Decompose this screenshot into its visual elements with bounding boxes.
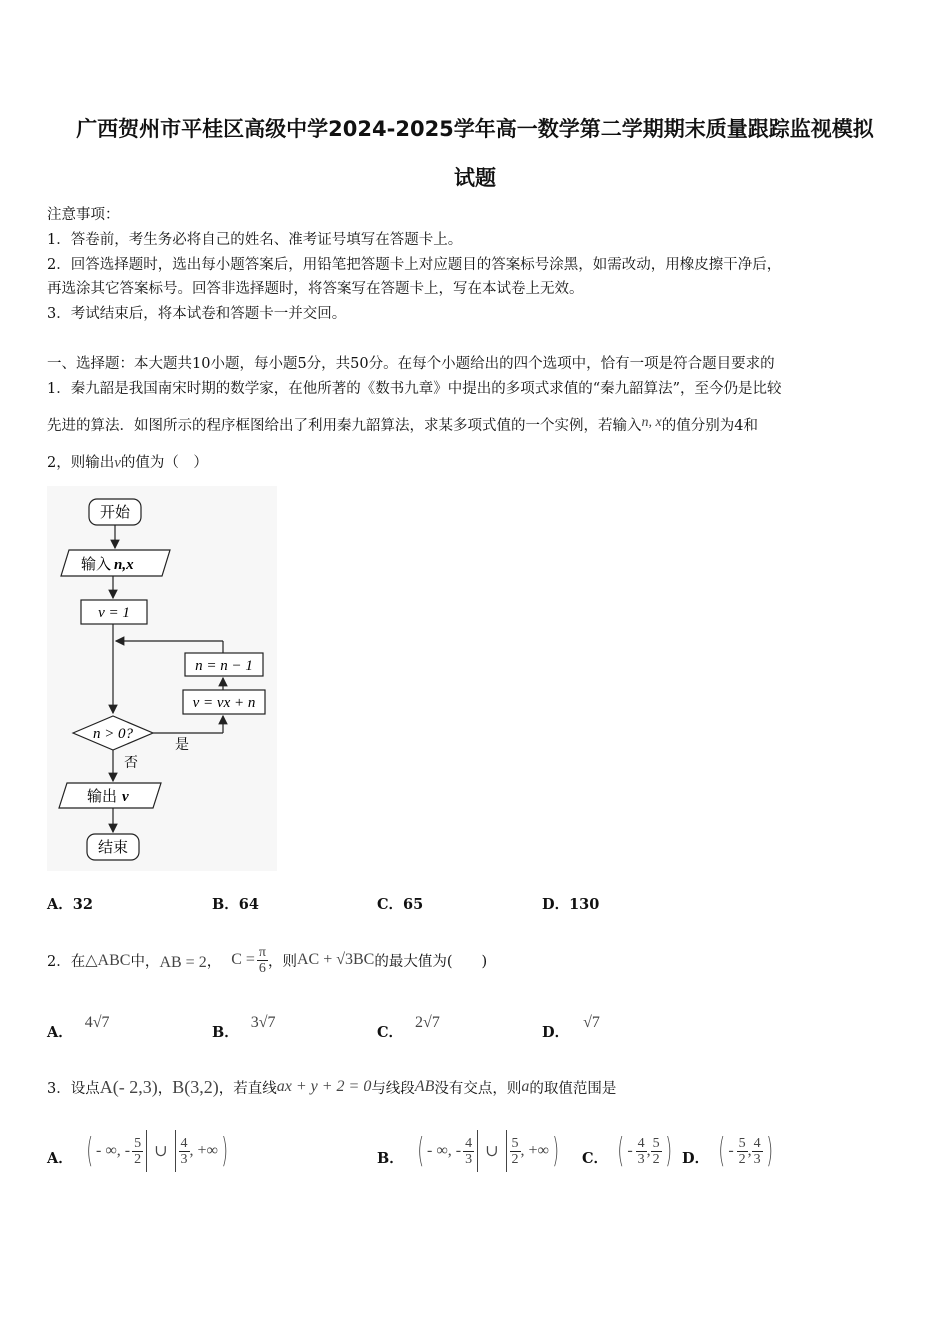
flow-output-label: 输出 <box>87 789 118 805</box>
q1-var-v: v <box>114 455 121 471</box>
option-label: B． <box>212 1024 239 1041</box>
q2-c-eq: C = <box>231 951 255 968</box>
q3-text-part: ， <box>157 1080 173 1097</box>
q1-text: 2，则输出 <box>47 455 115 471</box>
interval-left: - <box>728 1142 734 1159</box>
q3-num: 3．设点 <box>47 1080 100 1097</box>
frac-num: 4 <box>465 1135 473 1151</box>
option-value: 2√7 <box>415 1014 440 1031</box>
notice-item: 1．答卷前，考生务必将自己的姓名、准考证号填写在答题卡上。 <box>47 232 463 248</box>
frac-num: 5 <box>652 1135 660 1151</box>
interval-left: - <box>627 1142 633 1159</box>
option-label: B． <box>377 1149 404 1167</box>
q2-triangle: △ABC <box>85 952 131 969</box>
frac-den: 3 <box>637 1151 645 1167</box>
flow-end-label: 结束 <box>97 840 129 856</box>
option-label: C． <box>377 1024 404 1041</box>
option-label: D． <box>682 1149 710 1167</box>
option-label: C． <box>582 1149 609 1167</box>
option-label: B． <box>212 896 239 913</box>
frac-num: 5 <box>738 1135 746 1151</box>
notice-heading: 注意事项： <box>47 207 120 223</box>
interval-right: , +∞ <box>520 1142 549 1159</box>
option-label: C． <box>377 896 404 913</box>
option-label: A． <box>47 1149 73 1167</box>
q2-c-frac <box>257 945 268 976</box>
q1-text: 先进的算法．如图所示的程序框图给出了利用秦九韶算法，求某多项式值的一个实例，若输入 <box>47 418 642 434</box>
frac-den: 3 <box>753 1151 761 1167</box>
q3-point-b: B(3,2) <box>172 1076 219 1097</box>
q1-text-line1: 1．秦九韶是我国南宋时期的数学家，在他所著的《数书九章》中提出的多项式求值的“秦九韶算法”，至今仍是比较 <box>47 381 782 397</box>
q3-text-part: 没有交点，则 <box>434 1080 522 1097</box>
option-value: 3√7 <box>250 1014 276 1031</box>
q2-num: 2．在 <box>47 953 86 970</box>
q2-option-c[interactable] <box>377 1012 440 1042</box>
frac-num: 5 <box>511 1135 519 1151</box>
q3-text-part: ，若直线 <box>218 1080 277 1097</box>
option-value: ( - $\frac{4}{3}$ , $\frac{5}{2}$ ) <box>617 1131 672 1171</box>
option-value: 4√7 <box>84 1014 110 1031</box>
flow-no-label: 否 <box>124 756 138 771</box>
option-value: ( - $\frac{5}{2}$ , $\frac{4}{3}$ ) <box>718 1131 773 1171</box>
q1-option-c[interactable] <box>377 893 423 914</box>
option-label: A． <box>47 896 73 913</box>
q1-text-line3 <box>47 451 208 472</box>
flow-update-label: v = vx + n <box>192 695 256 711</box>
frac-den: 3 <box>465 1151 473 1167</box>
union-sign: ∪ <box>485 1143 499 1160</box>
interval-sep: , <box>747 1142 752 1159</box>
option-label: D． <box>542 1024 570 1041</box>
flow-yes-label: 是 <box>175 738 189 753</box>
q2-expression: AC + √3BC <box>296 951 375 968</box>
option-value: 32 <box>72 896 93 913</box>
option-value: √7 <box>583 1014 600 1031</box>
q3-line-eq: ax + y + 2 = 0 <box>276 1078 372 1095</box>
q2-text-part: ， <box>206 953 222 970</box>
notice-item: 2．回答选择题时，选出每小题答案后，用铅笔把答题卡上对应题目的答案标号涂黑，如需改动，用橡皮擦干净后， <box>47 257 782 273</box>
q1-text: 的值分别为4和 <box>661 418 758 434</box>
q1-var-nx: n, x <box>641 415 662 430</box>
frac-num: π <box>258 944 266 960</box>
q2-text-part: 的最大值为( ) <box>374 953 488 970</box>
q2-text-part: 中， <box>130 953 160 970</box>
option-value: ( - ∞, - $\frac{5}{2}$ ∪ $\frac{4}{3}$ , +∞ ) <box>86 1131 228 1171</box>
q2-ab: AB = 2 <box>159 954 207 971</box>
page-title-line2: 试题 <box>454 166 496 190</box>
frac-num: 4 <box>637 1135 645 1151</box>
flow-input-vars: n,x <box>114 557 134 573</box>
flow-start-label: 开始 <box>99 505 131 521</box>
q1-option-b[interactable] <box>212 893 259 914</box>
interval-right: , +∞ <box>189 1142 218 1159</box>
q2-text <box>47 938 487 982</box>
q3-option-a[interactable] <box>47 1128 231 1174</box>
q3-option-b[interactable] <box>377 1128 562 1174</box>
notice-item: 再选涂其它答案标号。回答非选择题时，将答案写在答题卡上，写在本试卷上无效。 <box>47 281 584 297</box>
option-value: 130 <box>569 896 600 913</box>
flow-input-label: 输入 <box>81 557 112 573</box>
option-value: 64 <box>238 896 259 913</box>
flowchart <box>47 486 277 871</box>
frac-den: 2 <box>511 1151 519 1167</box>
frac-den: 2 <box>738 1151 746 1167</box>
flow-condition-label: n > 0? <box>92 726 134 742</box>
q1-option-a[interactable] <box>47 893 93 914</box>
q3-text-part: 与线段 <box>371 1080 415 1097</box>
frac-den: 2 <box>652 1151 660 1167</box>
interval-sep: , <box>646 1142 651 1159</box>
q3-var-a: a <box>521 1078 530 1095</box>
q3-text <box>47 1072 616 1102</box>
q1-text: 的值为（ ） <box>120 455 208 471</box>
frac-num: 4 <box>180 1135 188 1151</box>
section-heading: 一、选择题：本大题共10小题，每小题5分，共50分。在每个小题给出的四个选项中，恰有一项是符合题目要求的 <box>47 356 775 372</box>
option-value: ( - ∞, - $\frac{4}{3}$ ∪ $\frac{5}{2}$ , +∞ ) <box>417 1131 559 1171</box>
frac-den: 6 <box>258 960 266 976</box>
q2-option-d[interactable] <box>542 1012 600 1042</box>
notice-item: 3．考试结束后，将本试卷和答题卡一并交回。 <box>47 306 347 322</box>
page-title: 广西贺州市平桂区高级中学2024-2025学年高一数学第二学期期末质量跟踪监视模拟 <box>76 117 874 141</box>
flow-init-label: v = 1 <box>98 605 130 621</box>
flow-decrement-label: n = n − 1 <box>195 658 253 674</box>
q1-text-line2 <box>47 414 758 435</box>
interval-left: - ∞, - <box>96 1142 131 1159</box>
q2-text-part: ，则 <box>267 953 297 970</box>
option-value: 65 <box>403 896 424 913</box>
q3-option-d[interactable] <box>682 1128 776 1174</box>
frac-den: 3 <box>180 1151 188 1167</box>
option-label: A． <box>47 1024 73 1041</box>
q3-option-c[interactable] <box>582 1128 675 1174</box>
union-sign: ∪ <box>154 1143 168 1160</box>
q2-option-a[interactable] <box>47 1012 110 1042</box>
q2-option-b[interactable] <box>212 1012 276 1042</box>
q3-segment: AB <box>414 1078 435 1095</box>
q3-text-part: 的取值范围是 <box>529 1080 617 1097</box>
q3-point-a: A(- 2,3) <box>99 1076 158 1097</box>
q1-option-d[interactable] <box>542 893 599 914</box>
frac-num: 5 <box>134 1135 142 1151</box>
frac-num: 4 <box>753 1135 761 1151</box>
interval-left: - ∞, - <box>427 1142 462 1159</box>
flow-output-var: v <box>122 789 129 805</box>
frac-den: 2 <box>134 1151 142 1167</box>
option-label: D． <box>542 896 570 913</box>
